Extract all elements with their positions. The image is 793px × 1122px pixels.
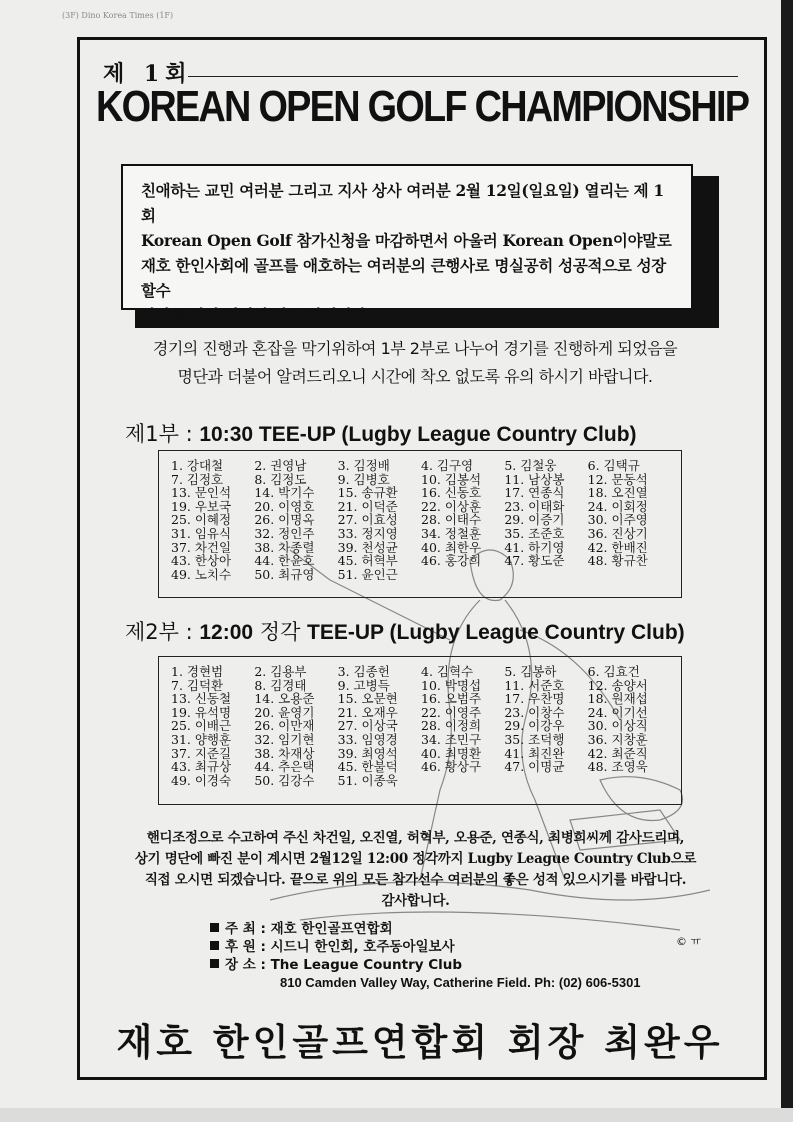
notice-line: 경기의 진행과 혼잡을 막기위하여 1부 2부로 나누어 경기를 진행하게 되었음을 [152,339,678,358]
player-entry: 24. 이기선 [587,704,648,720]
notice [130,335,700,391]
roster-row [171,486,671,500]
player-entry: 26. 이명옥 [254,512,315,528]
roster-row [171,541,671,555]
player-entry: 24. 이회정 [587,498,648,514]
part1-time: 10:30 TEE-UP (Lugby League Country Club) [199,423,637,446]
player-entry: 41. 최진완 [504,745,565,761]
roster-row [171,500,671,514]
player-entry: 29. 이강우 [504,718,565,734]
player-entry: 7. 김정호 [171,471,224,487]
player-entry: 21. 이덕준 [337,498,398,514]
part2-time: 12:00 [199,621,254,644]
player-entry: 37. 차건일 [171,539,232,555]
player-entry: 13. 신동철 [171,691,232,707]
player-entry: 2. 김용부 [254,664,307,679]
bullet-square-icon [210,923,219,932]
player-entry: 36. 진상기 [587,525,648,541]
player-entry: 6. 김효건 [587,664,640,679]
player-entry: 51. 이종욱 [337,772,398,788]
player-entry: 45. 허혁부 [337,553,398,569]
player-entry: 26. 이만재 [254,718,315,734]
player-entry: 17. 연종식 [504,485,565,501]
player-entry [504,774,587,788]
player-entry: 49. 이경숙 [171,772,232,788]
player-entry: 40. 최명환 [421,745,482,761]
player-entry: 10. 김봉석 [421,471,482,487]
part2-heading [125,616,685,646]
player-entry: 31. 양행훈 [171,731,232,747]
player-entry: 28. 이정희 [421,718,482,734]
player-entry: 6. 김택규 [587,458,640,473]
roster-row [171,513,671,527]
roster-row [171,760,671,774]
intro-line: 재호 한인사회에 골프를 애호하는 여러분의 큰행사로 명실공히 성공적으로 성장할수 [141,256,666,300]
player-entry: 20. 이영호 [254,498,315,514]
part1-label: 제1부 : [125,422,193,446]
intro-line: 있기를 믿어 의심치 않는 바입니다. [141,306,372,325]
closing-line: 직접 오시면 되겠습니다. 끝으로 위의 모든 참가선수 여러분의 좋은 성적 있으시기를 바랍니다. [144,872,687,888]
player-entry: 50. 김강수 [254,772,315,788]
roster-row [171,665,671,679]
player-entry: 48. 황규찬 [587,553,648,569]
player-entry: 46. 황상구 [421,759,482,775]
player-entry: 14. 오용준 [254,691,315,707]
player-entry: 46. 홍강희 [421,553,482,569]
player-entry: 15. 송규환 [337,485,398,501]
player-entry: 10. 박명섭 [421,677,482,693]
host-line: 주 최 : 재호 한인골프연합회 [225,921,393,937]
player-entry: 12. 송양서 [587,677,648,693]
closing-line: 상기 명단에 빠진 분이 계시면 2월12일 12:00 정각까지 Lugby League Country Club으로 [134,851,697,867]
player-entry: 33. 정지영 [337,525,398,541]
player-entry: 35. 조덕행 [504,731,565,747]
player-entry: 27. 이상국 [337,718,398,734]
player-entry: 3. 김종헌 [337,664,390,679]
part2-roster [158,656,682,805]
part1-roster [158,450,682,598]
roster-row [171,719,671,733]
player-entry: 45. 한불덕 [337,759,398,775]
roster-row [171,473,671,487]
player-entry: 28. 이태수 [421,512,482,528]
player-entry: 23. 이창수 [504,704,565,720]
player-entry: 38. 차재상 [254,745,315,761]
championship-title: KOREAN OPEN GOLF CHAMPIONSHIP [96,82,749,131]
player-entry: 43. 최규상 [171,759,232,775]
player-entry: 44. 한윤호 [254,553,315,569]
player-entry: 17. 우찬명 [504,691,565,707]
player-entry: 39. 최영석 [337,745,398,761]
page-bottom-band [0,1108,793,1122]
player-entry: 39. 천성균 [337,539,398,555]
notice-line: 명단과 더불어 알려드리오니 시간에 착오 없도록 유의 하시기 바랍니다. [177,367,653,386]
player-entry: 30. 이상직 [587,718,648,734]
player-entry: 44. 추은택 [254,759,315,775]
player-entry: 49. 노치수 [171,566,232,582]
roster-row [171,733,671,747]
player-entry: 22. 이상훈 [421,498,482,514]
player-entry: 38. 차종렬 [254,539,315,555]
roster-row [171,679,671,693]
edition-label: 제 1회 [103,61,193,87]
player-entry: 31. 임유식 [171,525,232,541]
roster-row [171,527,671,541]
bullet-square-icon [210,959,219,968]
roster-row [171,568,671,582]
roster-row [171,459,671,473]
player-entry: 29. 이증기 [504,512,565,528]
player-entry: 9. 고병득 [337,677,390,693]
player-entry: 36. 지창훈 [587,731,648,747]
player-entry: 1. 경현범 [171,664,224,679]
player-entry: 12. 문동석 [587,471,648,487]
closing-line: 감사합니다. [381,893,450,909]
player-entry: 32. 임기현 [254,731,315,747]
header-strip: (3F) Dino Korea Times (1F) [62,11,174,20]
player-entry: 22. 이영주 [421,704,482,720]
player-entry [588,774,671,788]
part2-time-word: 정각 [259,620,301,644]
player-entry: 27. 이효성 [337,512,398,528]
player-entry: 3. 김정배 [337,458,390,473]
president-signature: 재호 한인골프연합회 회장 최완우 [116,1020,724,1064]
player-entry: 5. 김철웅 [504,458,557,473]
player-entry: 13. 문인석 [171,485,232,501]
part2-tee: TEE-UP (Lugby League Country Club) [307,621,685,644]
page-edge-shadow [781,0,793,1122]
player-entry: 18. 원재섭 [587,691,648,707]
player-entry: 47. 황도준 [504,553,565,569]
player-entry: 35. 조준호 [504,525,565,541]
closing-message [108,828,723,912]
player-entry: 30. 이주영 [587,512,648,528]
player-entry: 8. 김경태 [254,677,307,693]
player-entry: 4. 김구영 [421,458,474,473]
closing-line: 핸디조정으로 수고하여 주신 차건일, 오진열, 허혁부, 오용준, 연종식, 최병희씨께 감사드리며, [146,830,685,846]
player-entry: 11. 서준호 [504,677,565,693]
intro-line: 친애하는 교민 여러분 그리고 지사 상사 여러분 2월 12일(일요일) 열리는 제 1회 [141,181,664,225]
roster-row [171,706,671,720]
player-entry [421,568,504,582]
copyright-mark: © ㅠ [676,935,702,948]
part2-label: 제2부 : [125,620,193,644]
player-entry: 18. 오진열 [587,485,648,501]
player-entry: 20. 윤영기 [254,704,315,720]
intro-box [121,164,693,325]
player-entry: 50. 최규영 [254,566,315,582]
player-entry: 43. 한상아 [171,553,232,569]
player-entry: 40. 최한우 [421,539,482,555]
player-entry: 51. 윤인근 [337,566,398,582]
player-entry: 48. 조영욱 [587,759,648,775]
intro-line: Korean Open Golf 참가신청을 마감하면서 아울러 Korean Open이야말로 [141,231,672,250]
player-entry: 4. 김혁수 [421,664,474,679]
player-entry [504,568,587,582]
player-entry: 9. 김병호 [337,471,390,487]
player-entry: 41. 하기영 [504,539,565,555]
sponsor-line: 후 원 : 시드니 한인회, 호주동아일보사 [225,939,455,955]
venue-address: 810 Camden Valley Way, Catherine Field. Ph: (02) 606-5301 [280,975,641,990]
player-entry: 15. 오문현 [337,691,398,707]
roster-row [171,554,671,568]
roster-row [171,774,671,788]
player-entry: 42. 한배진 [587,539,648,555]
player-entry [421,774,504,788]
player-entry: 5. 김봉하 [504,664,557,679]
player-entry: 11. 남상봉 [504,471,565,487]
player-entry [588,568,671,582]
event-info [210,920,641,992]
part1-heading [125,418,637,448]
player-entry: 33. 임영경 [337,731,398,747]
player-entry: 34. 정철훈 [421,525,482,541]
venue-line: 장 소 : The League Country Club [225,957,463,973]
player-entry: 19. 우보국 [171,498,232,514]
player-entry: 34. 조민구 [421,731,482,747]
player-entry: 8. 김정도 [254,471,307,487]
player-entry: 42. 최준직 [587,745,648,761]
player-entry: 25. 이혜정 [171,512,232,528]
player-entry: 16. 신동호 [421,485,482,501]
roster-row [171,692,671,706]
bullet-square-icon [210,941,219,950]
player-entry: 25. 이배근 [171,718,232,734]
player-entry: 2. 권영남 [254,458,307,473]
roster-row [171,747,671,761]
player-entry: 21. 오재우 [337,704,398,720]
edition-rule [188,76,738,77]
player-entry: 47. 이명균 [504,759,565,775]
player-entry: 16. 오범주 [421,691,482,707]
player-entry: 23. 이태화 [504,498,565,514]
player-entry: 1. 강대철 [171,458,224,473]
player-entry: 14. 박기수 [254,485,315,501]
player-entry: 19. 유석명 [171,704,232,720]
player-entry: 37. 지준길 [171,745,232,761]
player-entry: 7. 김덕환 [171,677,224,693]
player-entry: 32. 정인주 [254,525,315,541]
